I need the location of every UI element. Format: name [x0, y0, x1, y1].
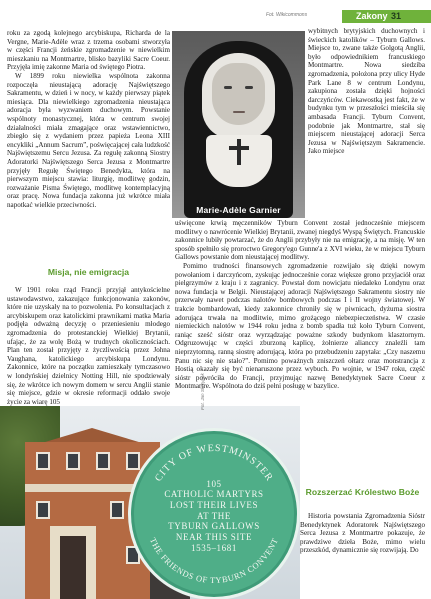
plaque-top-arc: CITY OF WESTMINSTER [152, 442, 276, 484]
subheading: Misja, nie emigracja [47, 267, 130, 277]
subheading: Rozszerzać Królestwo Boże [305, 487, 420, 497]
article-column-3 [175, 219, 425, 391]
plaque-line: CATHOLIC MARTYRS [164, 489, 264, 499]
paragraph: Pomimo trudności finansowych zgromadzenie rozwijało się dzięki nowym powołaniom i darczyńcom, zyskując jednocześnie coraz większe grono przyjaciół oraz pielgrzymów z kraju i z zagranicy. Powstał dom nowicjatu niedaleko Londynu oraz nowa fundacja w Belgii. Nieustającej adoracji Najświętszego Sakramentu siostry nie przerwały nawet podczas nalotów bombowych podczas I i II wojny światowej. W trakcie bombardowań, kiedy zakonnice chroniły się w piwnicach, dyżurna siostra adorująca trwała na modlitwie, mimo grożącego niebezpieczeństwa. W czasie niemieckich nalotów w 1944 roku jedna z bomb spadła tuż koło Tyburn Convent, raniąc sześć sióstr oraz wyrządzając poważne szkody budynkom klasztornym. Odgruzowując w części zburzoną kaplicę, żołnierze alianccy znaleźli tam nieprzytomną, ranną siostrę adorującą, która po przebudzeniu zapytała: „Czy naszemu Panu nic się nie stało?”. Pomimo poważnych zniszczeń ołtarz oraz monstrancja z Hostią okazały się być nienaruszone przez wybuch. Po wojnie, w 1947 roku, część sióstr powróciła do Francji, przyjmując nazwę Benedyktynek Sacre Coeur z Montmartre. Wspólnota do dziś pełni posługę w bazylice. [175, 261, 425, 391]
photo-credit: Fot. Wikicommons [266, 12, 308, 18]
article-column-2 [308, 27, 425, 156]
portrait-face [212, 63, 265, 125]
plaque-line: 1535–1681 [191, 543, 237, 553]
portrait-caption: Marie-Adèle Garnier [196, 205, 281, 215]
svg-text:CITY OF WESTMINSTER [153, 443, 275, 484]
article-column-4 [300, 512, 425, 555]
page-number: 31 [391, 11, 402, 21]
page-header [0, 0, 431, 24]
paragraph: roku za zgodą kolejnego arcybiskupa, Richarda de la Vergne, Marie-Adèle wraz z trzema osobami stworzyła w części Francji żeńskie zgromadzenie w niewielkim mieszkaniu na Montmartre, blisko bazyliki Sacre Coeur. Przyjęła imię zakonne Maria od świętego Piotra. [7, 29, 170, 72]
paragraph: wybitnych brytyjskich duchownych i świeckich katolików – Tyburn Gallows. Miejsce to, zwane także Golgotą Anglii, było odpowiednikiem francuskiego Montmartre. Nowa siedziba zgromadzenia, położona przy ulicy Hyde Park Lane 8 w centrum Londynu, zakupiona została dzięki hojności darczyńców. Ciekawostką jest fakt, że w budynku tym w przeszłości mieściła się ambasada Francji. Tyburn Convent, podobnie jak Montmartre, stał się miejscem nieustającej adoracji Serca Jezusa w Najświętszym Sakramencie. Jako miejsce [308, 27, 425, 156]
plaque-line: AT THE [196, 511, 232, 521]
plaque-line: LOST THEIR LIVES [169, 500, 259, 510]
plaque-line: 105 [206, 479, 222, 489]
portrait-photo [172, 31, 305, 218]
paragraph: Historia powstania Zgromadzenia Sióstr Benedyktynek Adoratorek Najświętszego Serca Jezusa z Montmartre pokazuje, że prawdziwe dzieła Boże, mimo wielu przeszkód, dynamicznie się rozwijają. Do [300, 512, 425, 555]
paragraph: uświęcone krwią męczenników Tyburn Convent został jednocześnie miejscem modlitwy o nawrócenie Wielkiej Brytanii, zwanej niegdyś Wyspą Świętych. Francuskie zakonnice lubiły powtarzać, że do Anglii przybyły nie na emigrację, a na misję. W ten sposób spełniło się proroctwo Gregory'ego Gunne'a z XVI wieku, że w miejscu Tyburn Gallows powstanie dom nieustającej modlitwy. [175, 219, 425, 262]
plaque-line: NEAR THIS SITE [175, 532, 253, 542]
plaque-line: TYBURN GALLOWS [168, 521, 260, 531]
paragraph: W 1899 roku niewielka wspólnota zakonna rozpoczęła nieustającą adorację Najświętszego Sakramentu, w dzień i w nocy, w każdy pierwszy piątek miesiąca. Dla niewielkiego zgromadzenia nieustająca adoracja była wyzwaniem duchowym. Powstanie wspólnoty monastycznej, która w centrum swojej działalności miała zmagające oraz wstawiennictwo, zbiegło się z wydaniem przez papieża Leona XIII encykliki „Annum Sacrum”, poświęcającej cała ludzkość Najświętszemu Sercu Jezusa. Za regułę zakonną Siostry Adoratorki Najświętszego Serca Jezusa z Montmartre przyjęły Regułę Świętego Benedykta, która na pierwszym miejscu stawia: liturgię, modlitwę godzin, rozważanie Pisma Świętego, modlitwę kontemplacyjną oraz pracę. Nowa fundacja zakonna już wkrótce miała napotkać wielkie przeciwności. [7, 71, 170, 209]
memorial-plaque [128, 428, 300, 599]
paragraph: W 1901 roku rząd Francji przyjął antykościelne ustawodawstwo, zakazujące funkcjonowania zakonów, które nie uzyskały na to pozwolenia. Po konsultacjach z arcybiskupem oraz katolickimi prawnikami matka Maria podjęła odważną decyzję o przeniesieniu młodego zgromadzenia do protestanckiej Wielkiej Brytanii, ufając, że za wolę Bożą w trudnych okolicznościach. Plan ten został przyjęty z życzliwością przez Johna Vaughana, katolickiego arcybiskupa Londynu. Zakonnice, które na początku zamieszkały tymczasowo w londyńskiej dzielnicy Notting Hill, nie spodziewały się, że wkrótce ich nowym domem w sercu Anglii stanie się miejsce, gdzie w okresie reformacji oddało swoje życie za wiarę 105 [7, 286, 170, 406]
section-name: Zakony [356, 11, 388, 21]
article-column-1 [7, 29, 170, 209]
plaque-bottom-arc: THE FRIENDS OF TYBURN CONVENT [147, 536, 281, 586]
cross-icon [229, 139, 249, 165]
article-column-1b [7, 286, 170, 406]
photo-credit-vertical: Fot. Jan Skrzypek [200, 373, 205, 410]
